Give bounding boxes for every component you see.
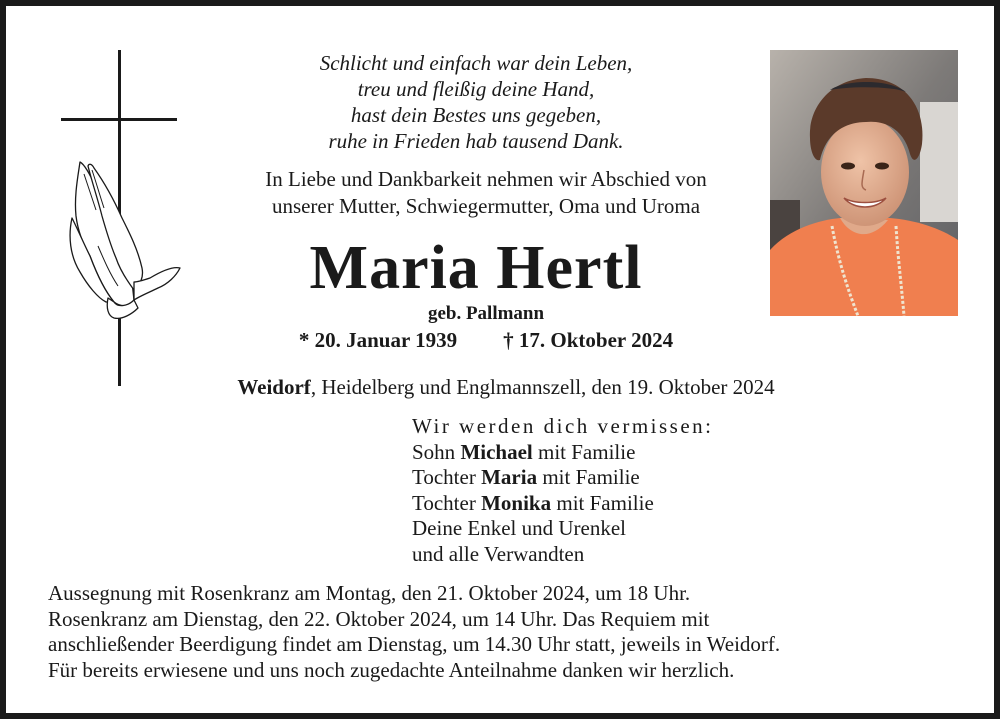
cross-with-praying-hands-icon [58, 50, 183, 390]
service-line: Für bereits erwiesene und uns noch zugedachte Anteilnahme danken wir herzlich. [48, 657, 735, 682]
poem-line: Schlicht und einfach war dein Leben, [319, 51, 633, 75]
mourner-pre: Tochter [412, 465, 482, 489]
mourner-name: Michael [460, 439, 533, 464]
place-and-date [156, 373, 856, 401]
mourner-pre: Tochter [412, 490, 482, 515]
service-line: anschließender Beerdigung findet am Dienstag, um 14.30 Uhr statt, jeweils in Weidorf. [48, 632, 781, 656]
intro-line: In Liebe und Dankbarkeit nehmen wir Abschied von [265, 167, 707, 191]
poem-line: treu und fleißig deine Hand, [357, 77, 595, 101]
service-information [48, 581, 968, 683]
mourner-row [412, 516, 832, 542]
service-line: Aussegnung mit Rosenkranz am Montag, den 21. Oktober 2024, um 18 Uhr. [48, 581, 691, 605]
mourner-pre: Sohn [412, 439, 461, 464]
mourners-list [412, 414, 832, 567]
mourner-row [412, 491, 832, 517]
mourner-row [412, 465, 832, 491]
intro-line: unserer Mutter, Schwiegermutter, Oma und Uroma [271, 194, 701, 218]
place-rest: , Heidelberg und Englmannszell, den 19. Oktober 2024 [310, 375, 775, 399]
birth-date: * 20. Januar 1939 [298, 328, 458, 352]
mourner-pre: und alle Verwandten [412, 541, 585, 566]
farewell-intro [176, 166, 796, 220]
mourner-row [412, 542, 832, 568]
portrait-photo [770, 50, 958, 316]
poem [236, 50, 716, 154]
maiden-name: geb. Pallmann [427, 303, 545, 324]
service-line: Rosenkranz am Dienstag, den 22. Oktober 2024, um 14 Uhr. Das Requiem mit [48, 606, 710, 631]
poem-line: hast dein Bestes uns gegeben, [350, 103, 602, 127]
life-dates [206, 326, 766, 354]
place-bold: Weidorf [237, 375, 311, 399]
mourner-row [412, 440, 832, 466]
death-date: † 17. Oktober 2024 [503, 328, 674, 352]
mourner-name: Maria [481, 465, 538, 489]
mourner-name: Monika [481, 490, 552, 515]
mourner-pre: Deine Enkel und Urenkel [412, 516, 627, 540]
mourners-lead: Wir werden dich vermissen: [412, 414, 714, 438]
mourner-post: mit Familie [532, 439, 636, 464]
deceased-name: Maria Hertl [309, 234, 643, 302]
poem-line: ruhe in Frieden hab tausend Dank. [328, 129, 624, 153]
mourner-post: mit Familie [551, 490, 654, 515]
mourner-post: mit Familie [537, 465, 640, 489]
